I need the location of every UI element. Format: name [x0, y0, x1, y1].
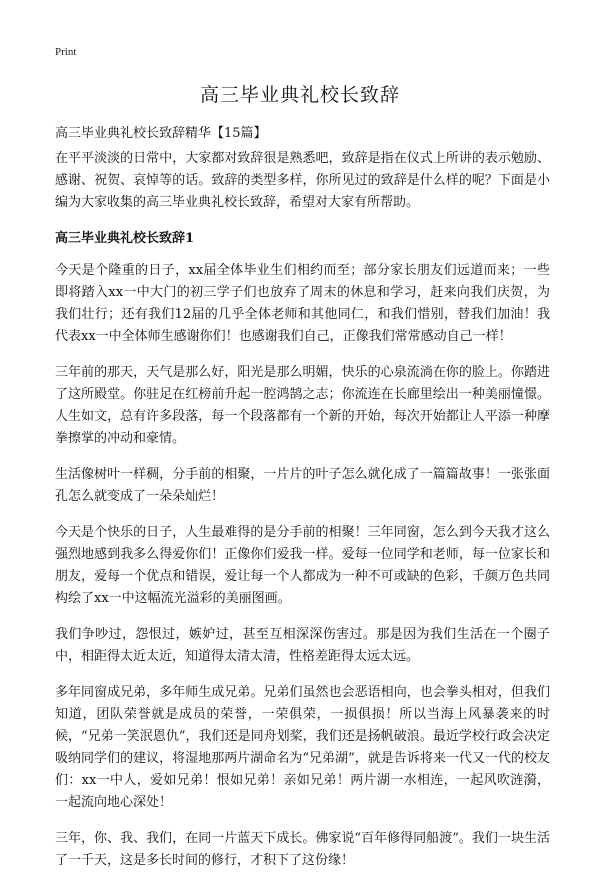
- article-body: [55, 148, 550, 886]
- body-paragraph-5: 我们争吵过，怨恨过，嫉妒过，甚至互相深深伤害过。那是因为我们生活在一个圈子中，相距得太近太近，知道得太清太清，性格差距得太远太远。: [55, 627, 550, 664]
- body-paragraph-4: 今天是个快乐的日子，人生最难得的是分手前的相聚！三年同窗，怎么到今天我才这么强烈地感到我多么得爱你们！正像你们爱我一样。爱每一位同学和老师，每一位家长和朋友，爱每一个优点和错误，爱让每一个人都成为一种不可或缺的色彩，千颜万色共同构绘了xx一中这幅流光溢彩的美丽图画。: [55, 525, 550, 606]
- body-paragraph-1: 今天是个隆重的日子，xx届全体毕业生们相约而至；部分家长朋友们远道而来；一些即将踏入xx一中大门的初三学子们也放弃了周末的休息和学习，赶来向我们庆贺，为我们壮行；还有我们12届的几乎全体老师和其他同仁，和我们惜别，替我们加油！我代表xx一中全体师生感谢你们！也感谢我们自己，正像我们常常感动自己一样！: [55, 263, 550, 344]
- intro-paragraph: 在平平淡淡的日常中，大家都对致辞很是熟悉吧，致辞是指在仪式上所讲的表示勉励、感谢、祝贺、哀悼等的话。致辞的类型多样，你所见过的致辞是什么样的呢？下面是小编为大家收集的高三毕业典礼校长致辞，希望对大家有所帮助。: [55, 151, 550, 210]
- body-paragraph-2: 三年前的那天，天气是那么好，阳光是那么明媚，快乐的心泉流淌在你的脸上。你踏进了这所殿堂。你驻足在红榜前升起一腔鸿鹄之志；你流连在长廊里绘出一种美丽憧憬。人生如文，总有许多段落，每一个段落都有一个新的开始，每次开始都让人平添一种摩拳擦掌的冲动和豪情。: [55, 365, 550, 446]
- body-paragraph-6: 多年同窗成兄弟，多年师生成兄弟。兄弟们虽然也会恶语相向，也会拳头相对，但我们知道，团队荣誉就是成员的荣誉，一荣俱荣，一损俱损！所以当海上风暴袭来的时候，“兄弟一笑泯恩仇”，我们还是同舟划桨，我们还是扬帆破浪。最近学校行政会决定吸纳同学们的建议，将湿地那两片湖命名为“兄弟湖”，就是告诉将来一代又一代的校友们：xx一中人，爱如兄弟！恨如兄弟！亲如兄弟！两片湖一水相连，一起风吹涟漪，一起流向地心深处！: [55, 685, 550, 810]
- article-subtitle: 高三毕业典礼校长致辞精华【15篇】: [55, 126, 267, 141]
- page-title: 高三毕业典礼校长致辞: [199, 84, 400, 106]
- body-paragraph-3: 生活像树叶一样稠，分手前的相聚，一片片的叶子怎么就化成了一篇篇故事！一张张面孔怎么就变成了一朵朵灿烂！: [55, 467, 550, 504]
- print-link[interactable]: Print: [55, 46, 77, 58]
- section-heading: 高三毕业典礼校长致辞1: [55, 231, 195, 246]
- body-paragraph-7: 三年，你、我、我们，在同一片蓝天下成长。佛家说“百年修得同船渡”。我们一块生活了一千天，这是多长时间的修行，才积下了这份缘！: [55, 831, 550, 868]
